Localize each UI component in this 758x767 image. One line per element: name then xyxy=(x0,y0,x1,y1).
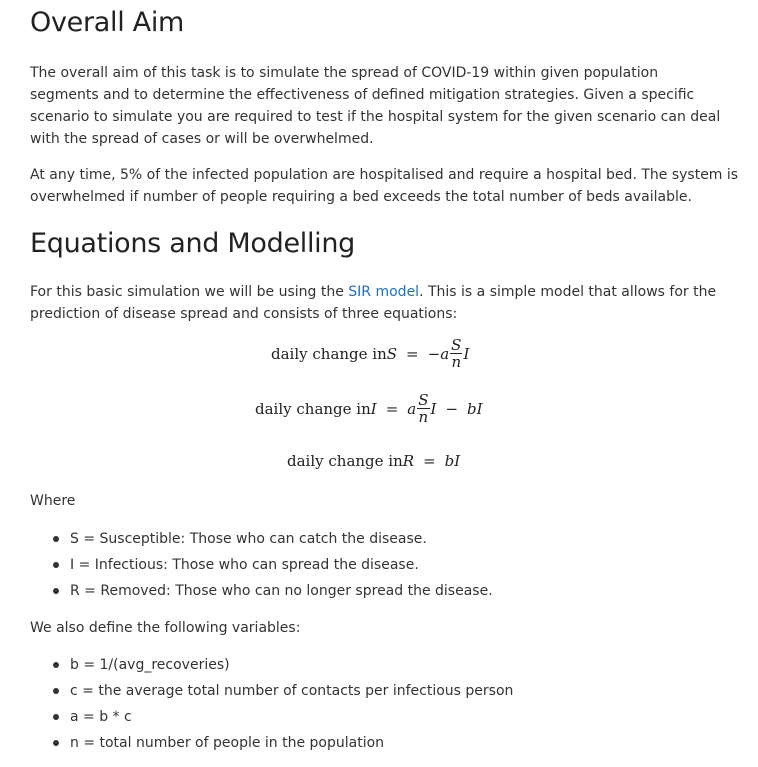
definitions-list xyxy=(30,526,493,604)
sir-model-link[interactable]: SIR model xyxy=(348,284,420,300)
eq3-lhs-text: daily change in xyxy=(287,452,403,470)
heading-equations-modelling: Equations and Modelling xyxy=(30,228,356,259)
eq1-denominator: n xyxy=(451,353,462,371)
model-intro-paragraph xyxy=(30,281,730,325)
eq2-tail: I xyxy=(430,399,437,418)
eq2-term2: bI xyxy=(467,399,483,418)
eq1-lhs-text: daily change in xyxy=(271,344,387,363)
variables-intro: We also define the following variables: xyxy=(30,620,301,636)
eq1-coef: a xyxy=(440,344,450,363)
equation-susceptible xyxy=(271,337,469,370)
list-item: a = b * c xyxy=(30,704,513,730)
eq3-lhs-var: R xyxy=(402,452,415,470)
eq1-numerator: S xyxy=(451,336,462,354)
eq2-denominator: n xyxy=(418,408,429,426)
eq1-tail: I xyxy=(463,344,470,363)
equation-infectious xyxy=(255,392,483,425)
where-label: Where xyxy=(30,493,76,509)
eq1-equals: = xyxy=(406,344,419,363)
eq1-lhs-var: S xyxy=(386,344,398,363)
eq1-sign: − xyxy=(427,344,441,363)
equation-removed xyxy=(287,452,460,470)
list-item: I = Infectious: Those who can spread the disease. xyxy=(30,552,493,578)
intro-text-before: For this basic simulation we will be using the xyxy=(30,284,349,300)
aim-paragraph: The overall aim of this task is to simulate the spread of COVID-19 within given population segments and to determine the effectiveness of defined mitigation strategies. Given a specific scenario to simulate you are required to test if the hospital system for the given scenario can deal with the spread of cases or will be overwhelmed. xyxy=(30,65,721,147)
list-item: b = 1/(avg_recoveries) xyxy=(30,652,513,678)
heading-overall-aim: Overall Aim xyxy=(30,7,185,38)
eq2-numerator: S xyxy=(418,391,429,409)
list-item: S = Susceptible: Those who can catch the disease. xyxy=(30,526,493,552)
list-item: R = Removed: Those who can no longer spread the disease. xyxy=(30,578,493,604)
intro-text-after: . This is a simple model that allows for the prediction of disease spread and consists of three equations: xyxy=(30,284,717,322)
eq3-equals: = xyxy=(423,452,436,470)
hospital-paragraph: At any time, 5% of the infected population are hospitalised and require a hospital bed. The system is overwhelmed if number of people requiring a bed exceeds the total number of beds available. xyxy=(30,167,739,205)
variables-list xyxy=(30,652,513,756)
list-item: c = the average total number of contacts per infectious person xyxy=(30,678,513,704)
eq2-lhs-var: I xyxy=(370,399,377,418)
eq2-minus: − xyxy=(445,399,459,418)
eq3-rhs: bI xyxy=(444,452,461,470)
eq2-coef: a xyxy=(407,399,417,418)
list-item: n = total number of people in the population xyxy=(30,730,513,756)
eq2-fraction xyxy=(417,392,429,425)
eq1-fraction xyxy=(450,337,462,370)
eq2-equals: = xyxy=(385,399,399,418)
eq2-lhs-text: daily change in xyxy=(255,399,371,418)
